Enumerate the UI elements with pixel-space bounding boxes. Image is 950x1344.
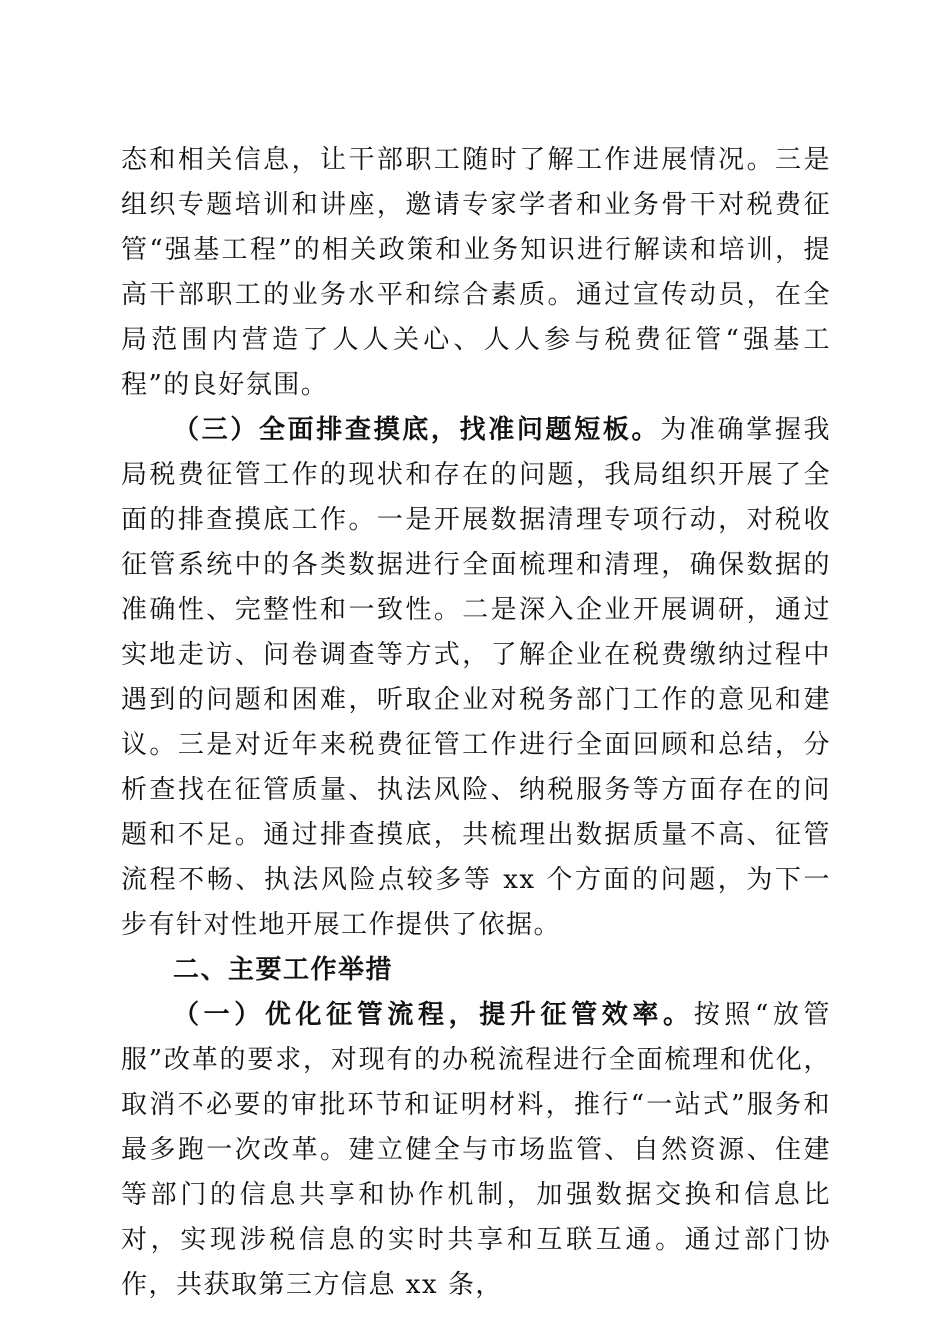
subheading-optimize-process: （一）优化征管流程，提升征管效率。 [173, 1000, 694, 1030]
paragraph-optimize-process [121, 993, 831, 1308]
paragraph-investigation [121, 408, 831, 948]
subheading-investigation: （三）全面排查摸底，找准问题短板。 [173, 415, 661, 445]
paragraph-investigation-body: 为准确掌握我局税费征管工作的现状和存在的问题，我局组织开展了全面的排查摸底工作。一是开展数据清理专项行动，对税收征管系统中的各类数据进行全面梳理和清理，确保数据的准确性、完整性和一致性。二是深入企业开展调研，通过实地走访、问卷调查等方式，了解企业在税费缴纳过程中遇到的问题和困难，听取企业对税务部门工作的意见和建议。三是对近年来税费征管工作进行全面回顾和总结，分析查找在征管质量、执法风险、纳税服务等方面存在的问题和不足。通过排查摸底，共梳理出数据质量不高、征管流程不畅、执法风险点较多等 xx 个方面的问题，为下一步有针对性地开展工作提供了依据。 [121, 415, 831, 940]
paragraph-publicity: 态和相关信息，让干部职工随时了解工作进展情况。三是组织专题培训和讲座，邀请专家学者和业务骨干对税费征管“强基工程”的相关政策和业务知识进行解读和培训，提高干部职工的业务水平和综合素质。通过宣传动员，在全局范围内营造了人人关心、人人参与税费征管“强基工程”的良好氛围。 [121, 145, 831, 400]
section-heading-main-measures: 二、主要工作举措 [173, 955, 394, 985]
document-body [121, 138, 831, 1308]
paragraph-optimize-process-body: 按照“放管服”改革的要求，对现有的办税流程进行全面梳理和优化，取消不必要的审批环节和证明材料，推行“一站式”服务和最多跑一次改革。建立健全与市场监管、自然资源、住建等部门的信息共享和协作机制，加强数据交换和信息比对，实现涉税信息的实时共享和互联互通。通过部门协作，共获取第三方信息 xx 条， [121, 1000, 831, 1300]
